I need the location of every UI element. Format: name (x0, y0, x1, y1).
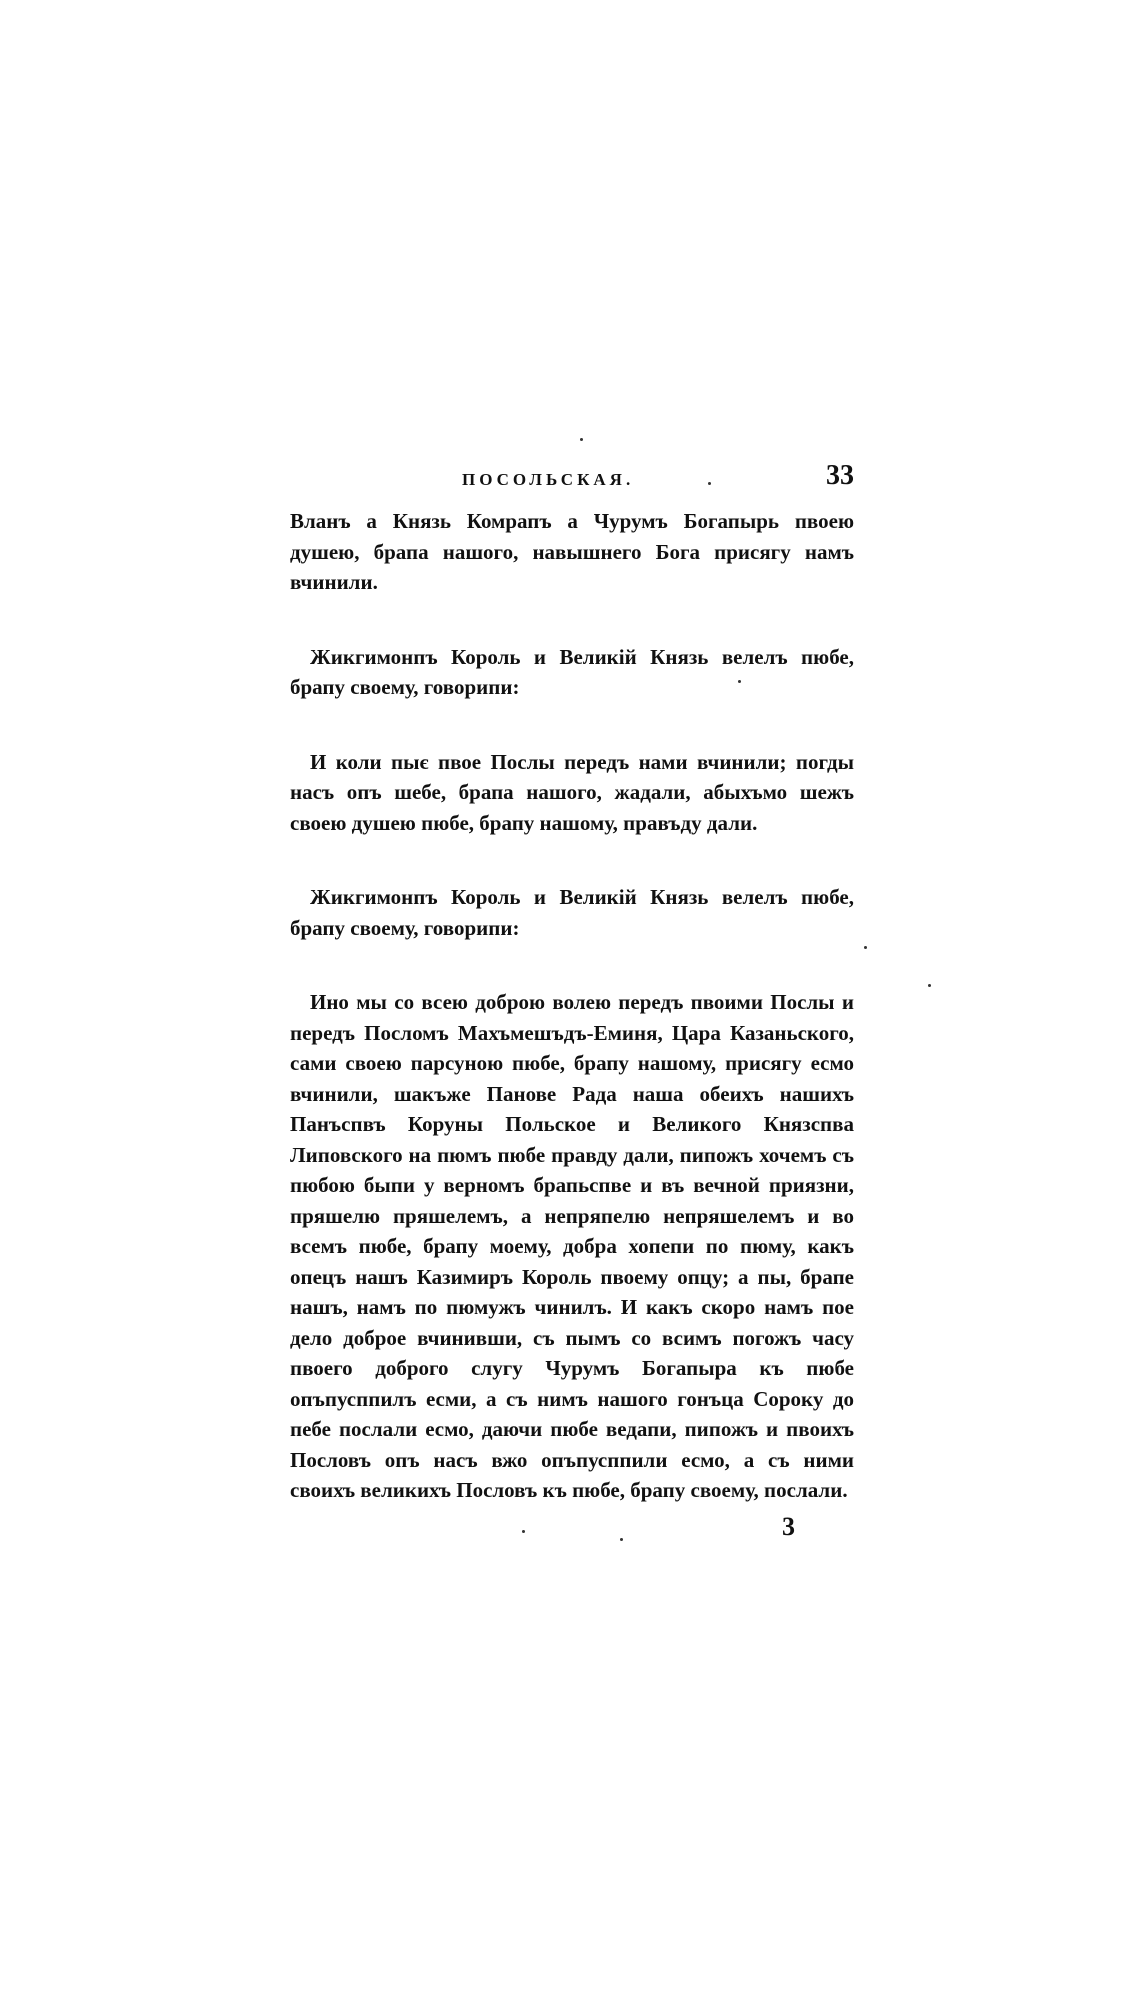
scan-speck (928, 984, 931, 987)
paragraph: Жикгимонпъ Король и Великій Князь велелъ пюбе, брапу своему, говорипи: (290, 885, 854, 940)
scan-speck (708, 482, 711, 485)
paragraph-gap (290, 703, 854, 747)
scan-speck (522, 1530, 525, 1533)
scan-speck (738, 680, 741, 683)
running-head (290, 460, 854, 500)
paragraph: Ино мы со всею доброю волею передъ пвоими Послы и передъ Посломъ Махъмешъдъ-Еминя, Цара Казаньского, сами своею парсуною пюбе, брапу нашому, присягу есмо вчинили, шакъже Панове Рада наша обеихъ нашихъ Панъспвъ Коруны Польское и Великого Князспва Липовского на пюмъ пюбе правду дали, пипожъ хочемъ съ пюбою быпи у верномъ брапьспве и въ вечной приязни, пряшелю пряшелемъ, а непряпелю непряшелемъ и во всемъ пюбе, брапу моему, добра хопепи по пюму, какъ опецъ нашъ Казимиръ Король пвоему опцу; а пы, брапе нашъ, намъ по пюмужъ чинилъ. И какъ скоро намъ пое дело доброе вчинивши, съ пымъ со всимъ погожъ часу пвоего доброго слугу Чурумъ Богапыра къ пюбе опъпусппилъ есми, а съ нимъ нашого гонъца Сороку до пебе послали есмо, даючи пюбе ведапи, пипожъ и пвоихъ Пословъ опъ насъ вжо опъпусппили есмо, а съ ними своихъ великихъ Пословъ къ пюбе, брапу своему, послали. (290, 990, 854, 1502)
scan-speck (620, 1538, 623, 1541)
body-text (290, 506, 854, 1506)
signature-mark: 3 (782, 1512, 795, 1541)
scan-speck (580, 438, 583, 441)
paragraph: И коли пыє пвое Послы передъ нами вчинили; погды насъ опъ шебе, брапа нашого, жадали, абыхъмо шежъ своею душею пюбе, брапу нашому, правъду дали. (290, 749, 854, 835)
paragraph: Жикгимонпъ Король и Великій Князь велелъ пюбе, брапу своему, говорипи: (290, 644, 854, 699)
page-number: 33 (826, 460, 854, 491)
paragraph-gap (290, 838, 854, 882)
scan-speck (864, 946, 867, 949)
paragraph: Вланъ а Князь Комрапъ а Чурумъ Богапырь пвоею душею, брапа нашого, навышнего Бога присягу намъ вчинили. (290, 509, 854, 594)
paragraph-gap (290, 598, 854, 642)
running-title: ПОСОЛЬСКАЯ. (462, 470, 635, 489)
paragraph-gap (290, 943, 854, 987)
